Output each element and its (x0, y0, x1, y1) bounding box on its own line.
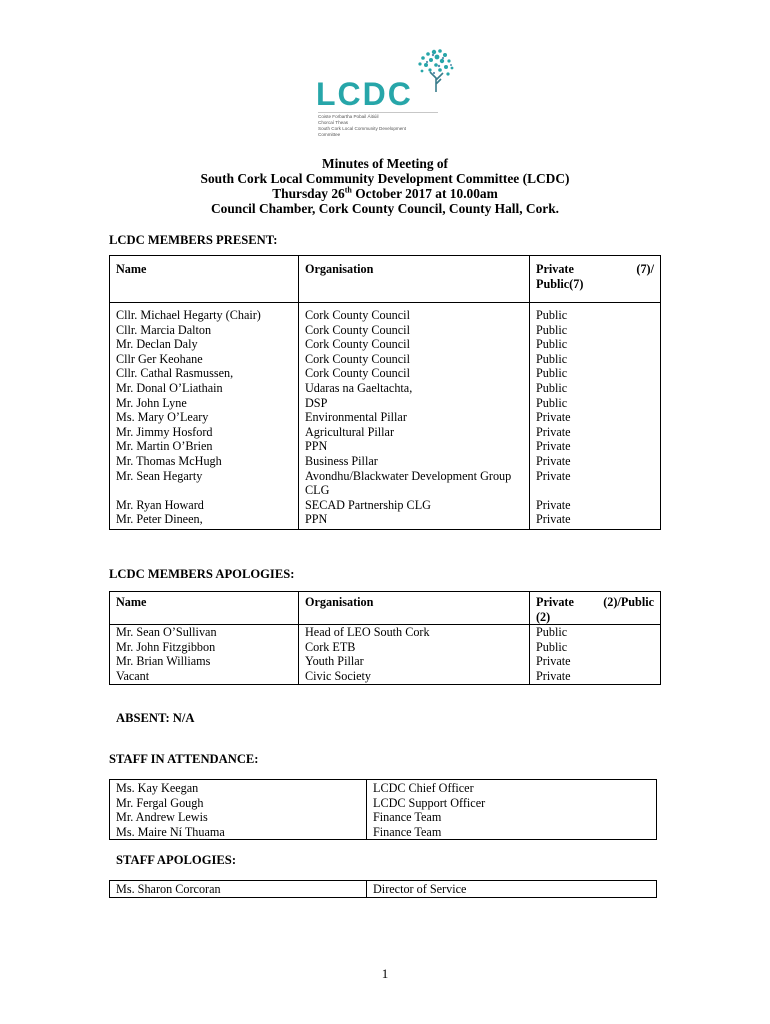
table-row (110, 625, 661, 684)
member-name: Mr. John Lyne (116, 395, 187, 410)
title-line (0, 186, 770, 201)
staff-role: Finance Team (373, 810, 442, 825)
header-type (530, 592, 661, 625)
staff-name: Mr. Fergal Gough (116, 795, 204, 810)
member-organisation: Cork County Council (305, 322, 410, 337)
logo-subtitle (318, 114, 456, 138)
member-type: Public (536, 337, 568, 352)
apology-type: Public (536, 625, 568, 640)
staff-role: LCDC Support Officer (373, 795, 486, 810)
title-line: South Cork Local Community Development Committee (LCDC) (200, 171, 570, 186)
staff-name: Ms. Maire Ní Thuama (116, 824, 225, 839)
staff-attendance-table (109, 779, 657, 840)
staff-name: Mr. Andrew Lewis (116, 810, 208, 825)
member-organisation: PPN (305, 512, 328, 527)
logo-subtitle-line: Coiste Forbartha Pobail Áitiúil (318, 114, 379, 119)
types-column (530, 625, 661, 684)
names-column (110, 303, 299, 530)
member-name: Mr. Declan Daly (116, 337, 198, 352)
lcdc-logo (316, 46, 456, 142)
member-organisation: DSP (305, 395, 328, 410)
staff-role: Finance Team (373, 824, 442, 839)
header-organisation: Organisation (299, 592, 530, 625)
member-name: Mr. Martin O’Brien (116, 439, 213, 454)
member-type: Public (536, 351, 568, 366)
member-type: Public (536, 366, 568, 381)
header-name: Name (110, 592, 299, 625)
apology-org: Cork ETB (305, 639, 356, 654)
types-column (530, 303, 661, 530)
member-type: Private (536, 512, 571, 527)
staff-apologies-table (109, 880, 657, 898)
member-name: Cllr. Cathal Rasmussen, (116, 366, 234, 381)
member-type: Public (536, 308, 568, 322)
header-type-top (536, 595, 654, 610)
member-organisation: Cork County Council (305, 308, 410, 322)
member-name: Mr. Jimmy Hosford (116, 424, 213, 439)
table-header-row (110, 592, 661, 625)
member-type: Public (536, 380, 568, 395)
title-line: Council Chamber, Cork County Council, County Hall, Cork. (210, 201, 560, 216)
member-organisation: CLG (305, 483, 330, 498)
member-type: Private (536, 410, 571, 425)
logo-divider (318, 112, 438, 113)
staff-attendance-heading: STAFF IN ATTENDANCE: (109, 752, 259, 766)
member-organisation: Cork County Council (305, 366, 410, 381)
logo-subtitle-line: South Cork Local Community Development (318, 126, 407, 131)
apology-type: Private (536, 654, 571, 669)
staff-names-column (110, 780, 367, 840)
staff-apology-name: Ms. Sharon Corcoran (110, 881, 367, 898)
title-date-suffix: th (344, 185, 352, 195)
members-apologies-heading: LCDC MEMBERS APOLOGIES: (109, 567, 295, 581)
apology-org: Head of LEO South Cork (305, 625, 430, 640)
apology-name: Mr. John Fitzgibbon (116, 639, 216, 654)
title-date-prefix: Thursday 26 (272, 186, 345, 201)
logo-subtitle-line: Committee (318, 132, 341, 137)
members-present-table (109, 255, 661, 530)
staff-apologies-heading: STAFF APOLOGIES: (116, 853, 237, 867)
member-organisation: PPN (305, 439, 328, 454)
member-type: Private (536, 453, 571, 468)
members-present-heading: LCDC MEMBERS PRESENT: (109, 233, 278, 247)
organisations-column (299, 303, 530, 530)
logo-subtitle-line: Chorcaí Theas (318, 120, 349, 125)
apology-name: Vacant (116, 668, 150, 683)
staff-roles-column (367, 780, 657, 840)
member-name: Mr. Sean Hegarty (116, 468, 203, 483)
header-organisation: Organisation (299, 256, 530, 303)
apology-org: Civic Society (305, 668, 372, 683)
header-type-a: Private (536, 595, 574, 609)
staff-apology-role: Director of Service (367, 881, 657, 898)
member-organisation: Cork County Council (305, 351, 410, 366)
member-organisation: Environmental Pillar (305, 410, 407, 425)
member-organisation: Business Pillar (305, 453, 378, 468)
table-row (110, 303, 661, 530)
table-row (110, 881, 657, 898)
member-name (116, 483, 292, 498)
member-name: Mr. Thomas McHugh (116, 453, 222, 468)
member-type (536, 483, 654, 498)
apology-name: Mr. Brian Williams (116, 654, 211, 669)
names-column (110, 625, 299, 684)
tree-logo-icon (412, 46, 456, 94)
title-date-rest: October 2017 at 10.00am (351, 186, 498, 201)
header-type-b: (7)/ (636, 262, 654, 276)
apology-name: Mr. Sean O’Sullivan (116, 625, 217, 640)
absent-note: ABSENT: N/A (116, 711, 195, 725)
organisations-column (299, 625, 530, 684)
member-organisation: Agricultural Pillar (305, 424, 395, 439)
header-type-top (536, 262, 654, 277)
header-name: Name (110, 256, 299, 303)
document-title (0, 156, 770, 216)
member-name: Cllr Ger Keohane (116, 351, 203, 366)
header-type (530, 256, 661, 303)
member-name: Mr. Donal O’Liathain (116, 380, 223, 395)
member-organisation: Cork County Council (305, 337, 410, 352)
apology-type: Public (536, 639, 568, 654)
members-apologies-table (109, 591, 661, 685)
member-type: Private (536, 468, 571, 483)
apology-org: Youth Pillar (305, 654, 364, 669)
member-organisation: Udaras na Gaeltachta, (305, 380, 413, 395)
header-type-b: (2)/Public (603, 595, 654, 609)
staff-name: Ms. Kay Keegan (116, 781, 199, 795)
apology-type: Private (536, 668, 571, 683)
member-name: Mr. Ryan Howard (116, 497, 204, 512)
member-type: Private (536, 497, 571, 512)
member-name: Cllr. Michael Hegarty (Chair) (116, 308, 261, 322)
member-organisation: SECAD Partnership CLG (305, 497, 431, 512)
header-type-a: Private (536, 262, 574, 276)
member-type: Private (536, 439, 571, 454)
member-type: Public (536, 395, 568, 410)
header-type-c: (2) (536, 609, 551, 624)
member-type: Private (536, 424, 571, 439)
title-line: Minutes of Meeting of (321, 156, 449, 171)
page-number: 1 (381, 966, 389, 981)
member-name: Ms. Mary O’Leary (116, 410, 209, 425)
member-name: Cllr. Marcia Dalton (116, 322, 212, 337)
table-row (110, 780, 657, 840)
staff-role: LCDC Chief Officer (373, 781, 474, 795)
logo-wordmark: LCDC (316, 76, 413, 112)
table-header-row (110, 256, 661, 303)
member-organisation: Avondhu/Blackwater Development Group (305, 468, 512, 483)
member-name: Mr. Peter Dineen, (116, 512, 203, 527)
member-type: Public (536, 322, 568, 337)
header-type-c: Public(7) (536, 276, 584, 291)
